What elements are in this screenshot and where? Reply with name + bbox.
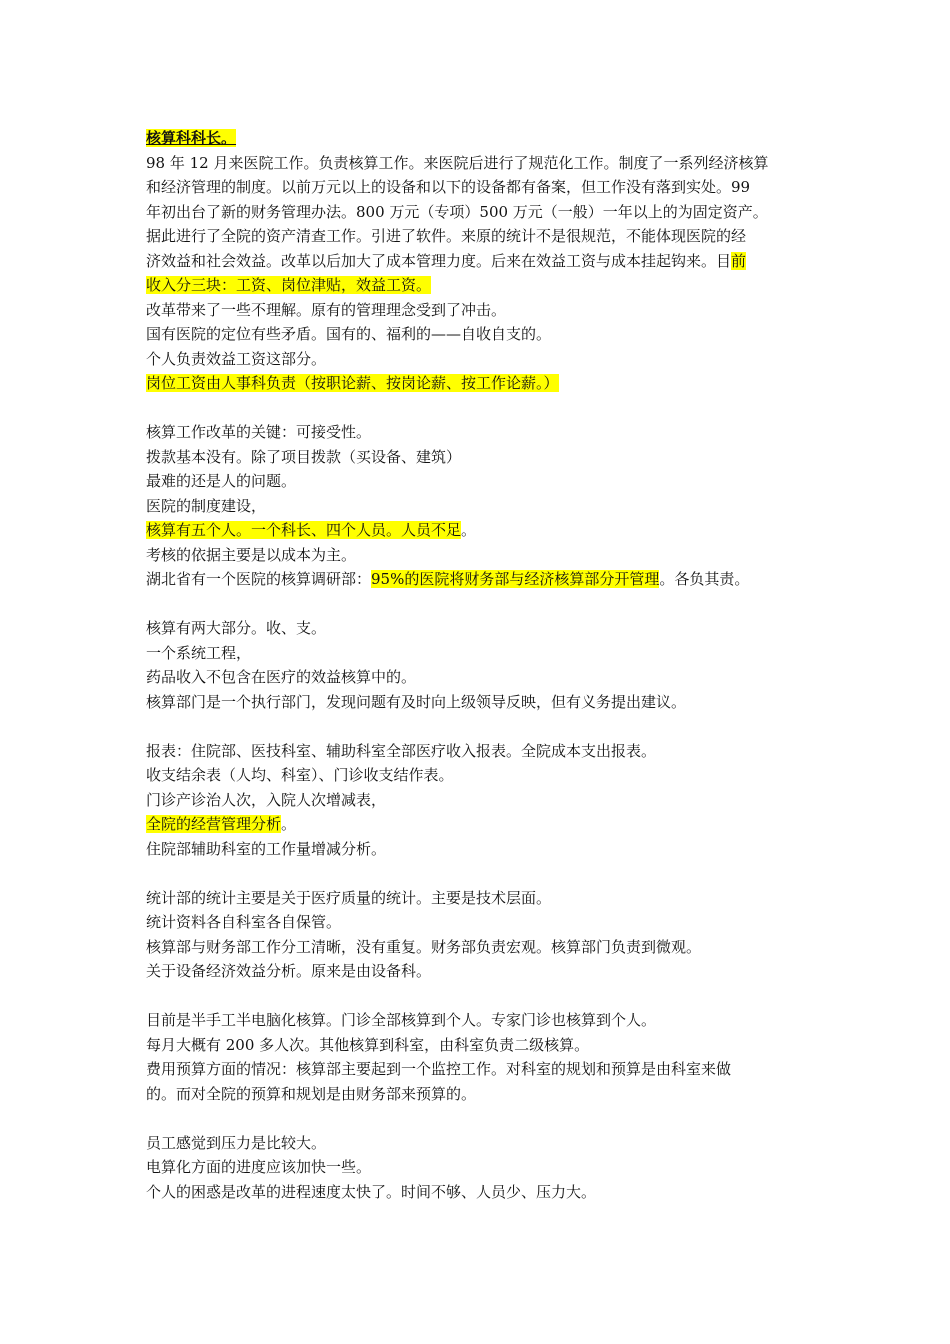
text-line: 改革带来了一些不理解。原有的管理理念受到了冲击。 <box>146 300 507 319</box>
text-line: 一个系统工程， <box>146 643 252 662</box>
text-line: 药品收入不包含在医疗的效益核算中的。 <box>146 668 417 686</box>
text-line: 和经济管理的制度。以前万元以上的设备和以下的设备都有备案，但工作没有落到实处。99 <box>146 178 751 196</box>
highlight: 前 <box>731 251 747 270</box>
key-points-paragraph <box>146 420 826 592</box>
text-line <box>146 812 826 837</box>
text-line: 考核的依据主要是以成本为主。 <box>146 545 357 564</box>
text-line: 费用预算方面的情况：核算部主要起到一个监控工作。对科室的规划和预算是由科室来做 <box>146 1060 732 1078</box>
text-line <box>146 567 826 592</box>
text-line: 个人的困惑是改革的进程速度太快了。时间不够、人员少、压力大。 <box>146 1182 597 1201</box>
highlight: 全院的经营管理分析 <box>146 815 282 833</box>
paragraph-gap <box>146 1106 826 1131</box>
text-line: 统计资料各自科室各自保管。 <box>146 913 342 931</box>
document-body <box>146 126 826 1204</box>
text-line: 每月大概有 200 多人次。其他核算到科室，由科室负责二级核算。 <box>146 1035 590 1054</box>
intro-paragraph <box>146 151 826 298</box>
text-line: 的。而对全院的预算和规划是由财务部来预算的。 <box>146 1084 477 1103</box>
text-segment: 济效益和社会效益。改革以后加大了成本管理力度。后来在效益工资与成本挂起钩来。目 <box>146 251 732 270</box>
reform-paragraph <box>146 298 826 396</box>
text-line <box>146 371 826 396</box>
text-line: 报表：住院部、医技科室、辅助科室全部医疗收入报表。全院成本支出报表。 <box>146 741 657 760</box>
text-line <box>146 273 826 298</box>
doc-title-line <box>146 126 826 151</box>
text-line: 年初出台了新的财务管理办法。800 万元（专项）500 万元（一般）一年以上的为固定资产。 <box>146 202 768 221</box>
highlight: 收入分三块：工资、岗位津贴，效益工资。 <box>146 276 432 294</box>
text-line: 员工感觉到压力是比较大。 <box>146 1133 327 1152</box>
doc-title: 核算科科长。 <box>146 129 237 147</box>
highlight: 核算有五个人。一个科长、四个人员。人员不足 <box>146 521 462 539</box>
text-line: 98 年 12 月来医院工作。负责核算工作。来医院后进行了规范化工作。制度了一系列经济核算 <box>146 153 769 172</box>
paragraph-gap <box>146 592 826 617</box>
text-line: 电算化方面的进度应该加快一些。 <box>146 1158 372 1176</box>
text-segment: 。 <box>281 815 297 833</box>
paragraph-gap <box>146 714 826 739</box>
text-line: 核算工作改革的关键：可接受性。 <box>146 423 372 441</box>
text-line: 收支结余表（人均、科室）、门诊收支结作表。 <box>146 766 454 784</box>
staff-pressure-paragraph <box>146 1131 826 1205</box>
highlight: 95%的医院将财务部与经济核算部分开管理 <box>371 570 660 588</box>
paragraph-gap <box>146 396 826 421</box>
computerization-paragraph <box>146 1008 826 1106</box>
statistics-paragraph <box>146 886 826 984</box>
text-line: 门诊产诊治人次，入院人次增减表， <box>146 790 387 809</box>
reports-paragraph <box>146 739 826 862</box>
text-segment: 。各负其责。 <box>659 570 750 588</box>
text-line: 核算有两大部分。收、支。 <box>146 619 327 637</box>
text-line <box>146 518 826 543</box>
text-line: 目前是半手工半电脑化核算。门诊全部核算到个人。专家门诊也核算到个人。 <box>146 1011 657 1029</box>
paragraph-gap <box>146 984 826 1009</box>
text-line: 核算部与财务部工作分工清晰，没有重复。财务部负责宏观。核算部门负责到微观。 <box>146 937 702 956</box>
text-line <box>146 249 826 274</box>
text-segment: 。 <box>461 521 477 539</box>
text-line: 个人负责效益工资这部分。 <box>146 349 327 368</box>
text-line: 拨款基本没有。除了项目拨款（买设备、建筑） <box>146 447 462 466</box>
text-segment: 湖北省有一个医院的核算调研部： <box>146 570 372 588</box>
text-line: 关于设备经济效益分析。原来是由设备科。 <box>146 962 432 980</box>
paragraph-gap <box>146 861 826 886</box>
text-line: 统计部的统计主要是关于医疗质量的统计。主要是技术层面。 <box>146 888 552 907</box>
accounting-parts-paragraph <box>146 616 826 714</box>
text-line: 据此进行了全院的资产清查工作。引进了软件。来原的统计不是很规范，不能体现医院的经 <box>146 227 747 245</box>
text-line: 国有医院的定位有些矛盾。国有的、福利的——自收自支的。 <box>146 325 552 343</box>
text-line: 住院部辅助科室的工作量增减分析。 <box>146 839 387 858</box>
text-line: 医院的制度建设， <box>146 496 267 515</box>
highlight: 岗位工资由人事科负责（按职论薪、按岗论薪、按工作论薪。） <box>146 374 559 392</box>
text-line: 核算部门是一个执行部门，发现问题有及时向上级领导反映，但有义务提出建议。 <box>146 692 687 711</box>
text-line: 最难的还是人的问题。 <box>146 472 297 490</box>
